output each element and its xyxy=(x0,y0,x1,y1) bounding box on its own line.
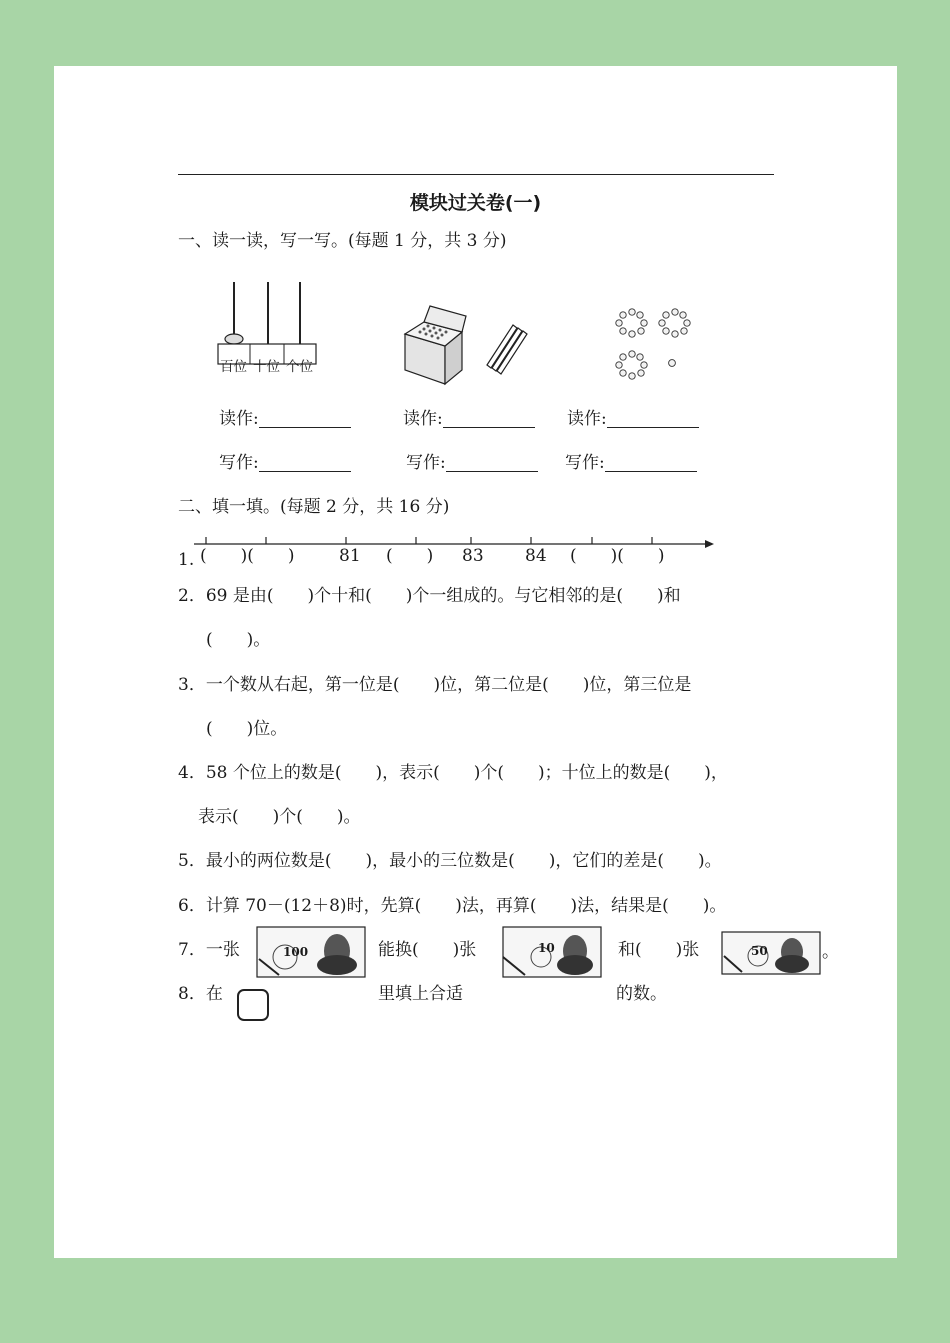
banknote-10-value: 10 xyxy=(538,941,555,955)
banknote-100-icon xyxy=(257,927,367,979)
abacus-label-ones: 个位 xyxy=(286,359,313,375)
number-line-label-81: 81 xyxy=(339,546,361,566)
write-label-1: 写作: xyxy=(219,455,351,472)
write-label-2: 写作: xyxy=(406,455,538,472)
number-line-blanks-1[interactable]: ( )( ) xyxy=(200,546,295,566)
read-label-3: 读作: xyxy=(567,411,699,428)
bead-rings-figure xyxy=(612,306,712,396)
read-blank-3[interactable] xyxy=(607,411,699,428)
question-8-part1: 8．在 xyxy=(178,984,223,1004)
number-line-label-83: 83 xyxy=(462,546,484,566)
question-3-line2: ( )位。 xyxy=(206,719,288,739)
read-blank-1[interactable] xyxy=(259,411,351,428)
question-7-part2: 能换( )张 xyxy=(378,940,477,960)
write-blank-3[interactable] xyxy=(605,455,697,472)
question-5: 5．最小的两位数是( )，最小的三位数是( )，它们的差是( )。 xyxy=(178,851,722,871)
section1-heading: 一、读一读，写一写。(每题 1 分，共 3 分) xyxy=(178,231,507,251)
question-4-line2: 表示( )个( )。 xyxy=(198,807,361,827)
stick-box-figure xyxy=(400,304,530,394)
banknote-50-icon xyxy=(722,932,822,978)
read-label-2: 读作: xyxy=(403,411,535,428)
number-line-blank-82[interactable]: ( ) xyxy=(386,546,434,566)
question-7-part1: 7．一张 xyxy=(178,940,240,960)
question-8-part2: 里填上合适 xyxy=(378,984,463,1004)
answer-box-icon xyxy=(237,989,269,1021)
page-title: 模块过关卷(一) xyxy=(409,192,542,214)
read-label-1: 读作: xyxy=(219,411,351,428)
worksheet-page xyxy=(54,66,897,1258)
number-line-label-84: 84 xyxy=(525,546,547,566)
question-3-line1: 3．一个数从右起，第一位是( )位，第二位是( )位，第三位是 xyxy=(178,675,692,695)
q1-number: 1. xyxy=(178,550,195,570)
header-rule xyxy=(178,174,774,175)
write-blank-2[interactable] xyxy=(446,455,538,472)
question-2-line2: ( )。 xyxy=(206,630,271,650)
abacus-label-tens: 十位 xyxy=(253,359,280,375)
question-2-line1: 2．69 是由( )个十和( )个一组成的。与它相邻的是( )和 xyxy=(178,586,681,606)
write-blank-1[interactable] xyxy=(259,455,351,472)
question-7-part3: 和( )张 xyxy=(618,940,700,960)
abacus-label-hundreds: 百位 xyxy=(220,359,247,375)
write-label-3: 写作: xyxy=(565,455,697,472)
question-4-line1: 4．58 个位上的数是( )，表示( )个( )；十位上的数是( )， xyxy=(178,763,728,783)
question-7-part4: 。 xyxy=(822,942,839,962)
number-line-blanks-2[interactable]: ( )( ) xyxy=(570,546,665,566)
section2-heading: 二、填一填。(每题 2 分，共 16 分) xyxy=(178,497,450,517)
question-8-part3: 的数。 xyxy=(616,984,667,1004)
banknote-100-value: 100 xyxy=(283,945,309,959)
banknote-50-value: 50 xyxy=(751,944,768,958)
read-blank-2[interactable] xyxy=(443,411,535,428)
question-6: 6．计算 70－(12＋8)时，先算( )法，再算( )法，结果是( )。 xyxy=(178,896,727,916)
